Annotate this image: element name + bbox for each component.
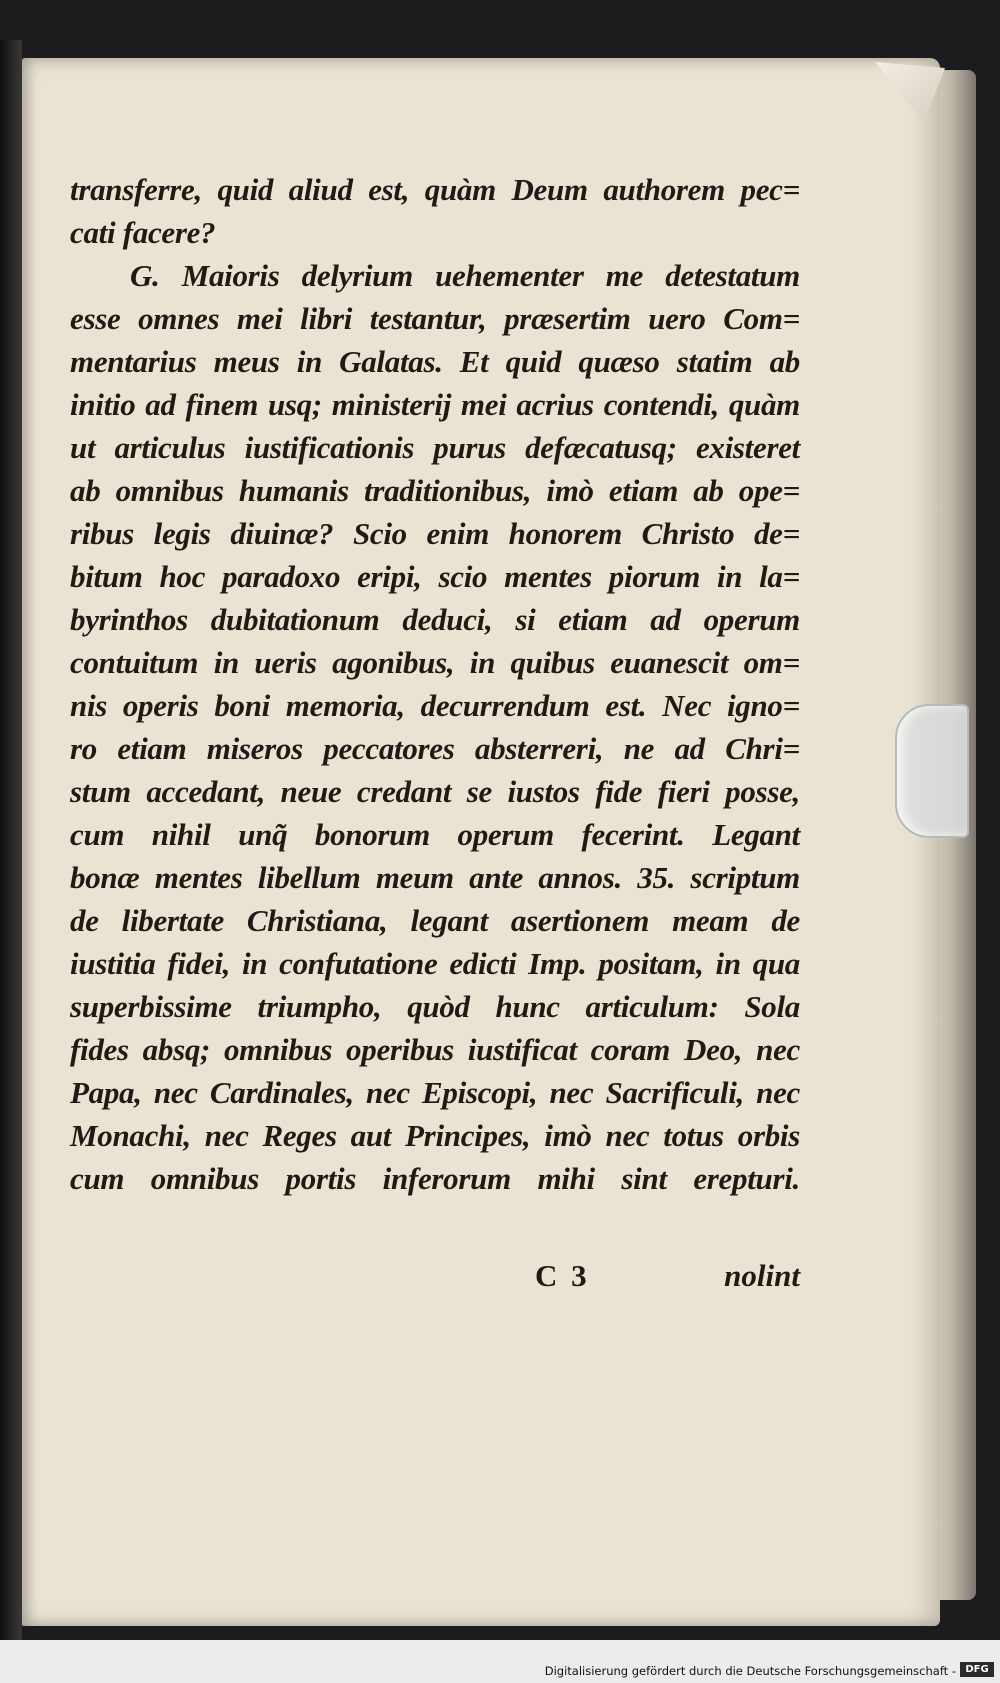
- text-line: cum omnibus portis inferorum mihi sint erepturi.: [70, 1161, 800, 1196]
- page-footer: [70, 1258, 800, 1298]
- catchword: nolint: [724, 1258, 800, 1293]
- book-binding: [0, 40, 22, 1640]
- text-line: mentarius meus in Galatas. Et quid quæso statim ab: [70, 344, 800, 379]
- text-line: nis operis boni memoria, decurrendum est. Nec igno=: [70, 688, 800, 723]
- text-line: ab omnibus humanis traditionibus, imò etiam ab ope=: [70, 473, 800, 508]
- text-line: bonæ mentes libellum meum ante annos. 35. scriptum: [70, 860, 800, 895]
- text-line: ut articulus iustificationis purus defæcatusq; existeret: [70, 430, 800, 465]
- text-line: fides absq; omnibus operibus iustificat coram Deo, nec: [70, 1032, 800, 1067]
- text-line: stum accedant, neue credant se iustos fide fieri posse,: [70, 774, 800, 809]
- text-line: Monachi, nec Reges aut Principes, imò nec totus orbis: [70, 1118, 800, 1153]
- page-clip: [895, 704, 969, 838]
- text-line: cati facere?: [70, 215, 216, 250]
- text-line: bitum hoc paradoxo eripi, scio mentes piorum in la=: [70, 559, 800, 594]
- text-line: de libertate Christiana, legant asertionem meam de: [70, 903, 800, 938]
- text-line: Papa, nec Cardinales, nec Episcopi, nec Sacrificuli, nec: [70, 1075, 800, 1110]
- text-line: transferre, quid aliud est, quàm Deum authorem pec=: [70, 172, 800, 207]
- text-line: G. Maioris delyrium uehementer me detestatum: [130, 258, 800, 293]
- signature-mark: C 3: [535, 1258, 590, 1293]
- text-line: ribus legis diuinæ? Scio enim honorem Christo de=: [70, 516, 800, 551]
- text-line: esse omnes mei libri testantur, præsertim uero Com=: [70, 301, 800, 336]
- text-line: contuitum in ueris agonibus, in quibus euanescit om=: [70, 645, 800, 680]
- credit-bar: [0, 1640, 1000, 1683]
- text-line: ro etiam miseros peccatores absterreri, ne ad Chri=: [70, 731, 800, 766]
- text-line: iustitia fidei, in confutatione edicti Imp. positam, in qua: [70, 946, 800, 981]
- text-line: superbissime triumpho, quòd hunc articulum: Sola: [70, 989, 800, 1024]
- text-line: cum nihil unq̃ bonorum operum fecerint. Legant: [70, 817, 800, 852]
- credit-text: Digitalisierung gefördert durch die Deutsche Forschungsgemeinschaft -: [544, 1664, 956, 1678]
- dfg-logo: DFG: [960, 1662, 994, 1677]
- text-line: byrinthos dubitationum deduci, si etiam ad operum: [70, 602, 800, 637]
- text-line: initio ad finem usq; ministerij mei acrius contendi, quàm: [70, 387, 800, 422]
